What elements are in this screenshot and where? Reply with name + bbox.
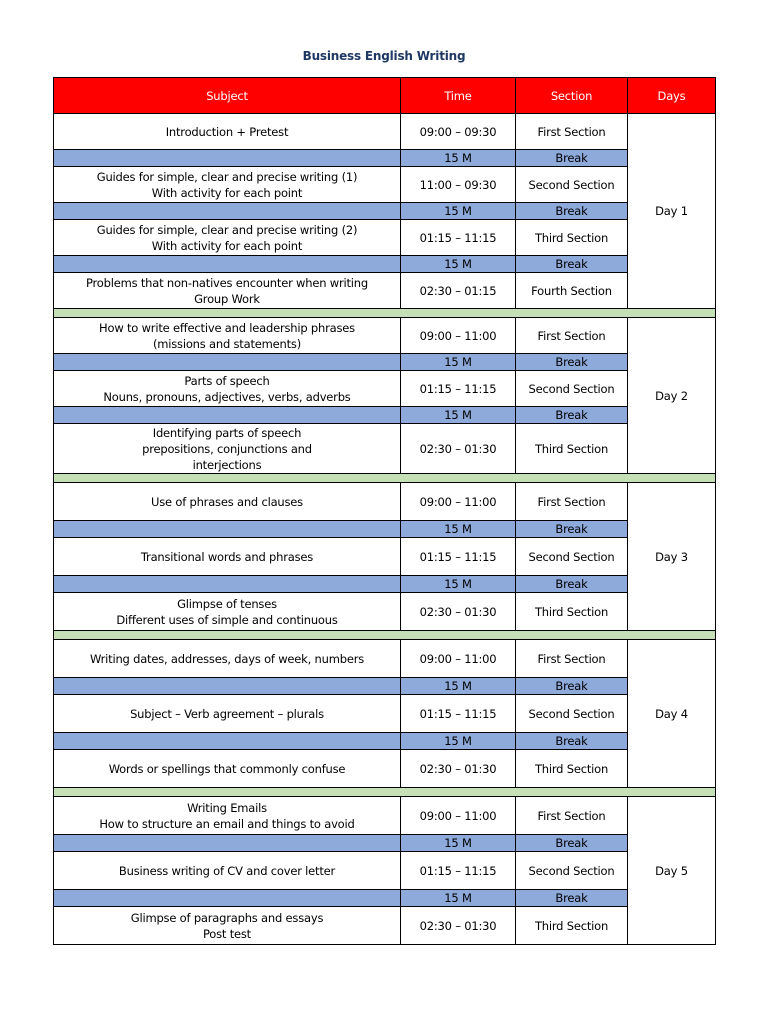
day-label: Day 5 [628, 797, 716, 945]
subject-cell [54, 750, 401, 788]
break-row [54, 576, 716, 593]
break-row [54, 150, 716, 167]
break-label: Break [516, 354, 628, 371]
time-cell: 02:30 – 01:30 [401, 750, 516, 788]
subject-line: Transitional words and phrases [140, 549, 314, 564]
day-label: Day 1 [628, 114, 716, 309]
header-days: Days [628, 78, 716, 114]
break-label: Break [516, 407, 628, 424]
time-cell: 01:15 – 11:15 [401, 371, 516, 407]
break-blank [54, 890, 401, 907]
subject-line: Guides for simple, clear and precise writing (2) [96, 222, 358, 237]
subject-cell [54, 640, 401, 678]
subject-cell [54, 538, 401, 576]
break-duration: 15 M [401, 521, 516, 538]
section-cell: First Section [516, 114, 628, 150]
session-row [54, 114, 716, 150]
time-cell: 09:00 – 11:00 [401, 797, 516, 835]
separator-cell [54, 631, 716, 640]
time-cell: 02:30 – 01:30 [401, 593, 516, 631]
page-title: Business English Writing [302, 49, 466, 63]
subject-line: Different uses of simple and continuous [116, 612, 338, 627]
subject-line: Group Work [194, 291, 260, 306]
subject-line: (missions and statements) [152, 336, 301, 351]
break-label: Break [516, 733, 628, 750]
subject-cell [54, 318, 401, 354]
break-blank [54, 521, 401, 538]
break-row [54, 256, 716, 273]
subject-line: Business writing of CV and cover letter [118, 863, 336, 878]
subject-line: Use of phrases and clauses [151, 494, 303, 509]
break-blank [54, 733, 401, 750]
break-row [54, 890, 716, 907]
section-cell: Second Section [516, 538, 628, 576]
break-duration: 15 M [401, 733, 516, 750]
section-cell: Third Section [516, 593, 628, 631]
session-row [54, 593, 716, 631]
subject-line: Subject – Verb agreement – plurals [130, 706, 324, 721]
session-row [54, 424, 716, 474]
time-cell: 09:00 – 11:00 [401, 318, 516, 354]
header-time: Time [401, 78, 516, 114]
break-duration: 15 M [401, 576, 516, 593]
subject-cell [54, 424, 401, 474]
subject-line: How to write effective and leadership phrases [99, 320, 355, 335]
break-duration: 15 M [401, 890, 516, 907]
break-duration: 15 M [401, 150, 516, 167]
time-cell: 09:00 – 09:30 [401, 114, 516, 150]
break-label: Break [516, 576, 628, 593]
time-cell: 02:30 – 01:15 [401, 273, 516, 309]
subject-cell [54, 114, 401, 150]
header-subject: Subject [54, 78, 401, 114]
break-label: Break [516, 678, 628, 695]
time-cell: 09:00 – 11:00 [401, 640, 516, 678]
section-cell: First Section [516, 318, 628, 354]
section-cell: Third Section [516, 220, 628, 256]
time-cell: 09:00 – 11:00 [401, 483, 516, 521]
day-separator [54, 474, 716, 483]
break-row [54, 733, 716, 750]
section-cell: Second Section [516, 852, 628, 890]
subject-line: Parts of speech [184, 373, 270, 388]
break-row [54, 354, 716, 371]
break-label: Break [516, 890, 628, 907]
subject-cell [54, 167, 401, 203]
subject-cell [54, 593, 401, 631]
break-label: Break [516, 150, 628, 167]
section-cell: Third Section [516, 750, 628, 788]
subject-cell [54, 220, 401, 256]
subject-cell [54, 907, 401, 945]
header-section: Section [516, 78, 628, 114]
separator-cell [54, 474, 716, 483]
session-row [54, 907, 716, 945]
break-blank [54, 576, 401, 593]
header-row [54, 78, 716, 114]
subject-line: interjections [192, 457, 262, 472]
day-label: Day 2 [628, 318, 716, 474]
session-row [54, 750, 716, 788]
session-row [54, 640, 716, 678]
subject-line: Writing Emails [187, 800, 267, 815]
break-blank [54, 203, 401, 220]
day-label: Day 4 [628, 640, 716, 788]
day-separator [54, 309, 716, 318]
subject-cell [54, 695, 401, 733]
section-cell: Second Section [516, 167, 628, 203]
separator-cell [54, 788, 716, 797]
schedule-table [53, 77, 716, 945]
section-cell: First Section [516, 483, 628, 521]
subject-line: Problems that non-natives encounter when writing [85, 275, 368, 290]
subject-cell [54, 797, 401, 835]
subject-line: Words or spellings that commonly confuse [108, 761, 346, 776]
time-cell: 11:00 – 09:30 [401, 167, 516, 203]
break-label: Break [516, 521, 628, 538]
session-row [54, 483, 716, 521]
time-cell: 01:15 – 11:15 [401, 538, 516, 576]
break-blank [54, 835, 401, 852]
break-blank [54, 678, 401, 695]
break-label: Break [516, 256, 628, 273]
subject-cell [54, 371, 401, 407]
break-blank [54, 256, 401, 273]
session-row [54, 538, 716, 576]
section-cell: Second Section [516, 371, 628, 407]
subject-line: With activity for each point [151, 238, 303, 253]
separator-cell [54, 309, 716, 318]
time-cell: 01:15 – 11:15 [401, 220, 516, 256]
session-row [54, 852, 716, 890]
break-duration: 15 M [401, 203, 516, 220]
subject-cell [54, 852, 401, 890]
break-row [54, 521, 716, 538]
section-cell: Third Section [516, 424, 628, 474]
subject-line: Writing dates, addresses, days of week, numbers [89, 651, 365, 666]
break-duration: 15 M [401, 256, 516, 273]
session-row [54, 318, 716, 354]
break-duration: 15 M [401, 407, 516, 424]
subject-line: Identifying parts of speech [152, 425, 302, 440]
subject-line: Glimpse of paragraphs and essays [130, 910, 324, 925]
subject-line: With activity for each point [151, 185, 303, 200]
subject-line: Guides for simple, clear and precise writing (1) [96, 169, 358, 184]
session-row [54, 167, 716, 203]
section-cell: Fourth Section [516, 273, 628, 309]
time-cell: 01:15 – 11:15 [401, 852, 516, 890]
break-blank [54, 354, 401, 371]
break-duration: 15 M [401, 835, 516, 852]
time-cell: 02:30 – 01:30 [401, 907, 516, 945]
break-blank [54, 150, 401, 167]
session-row [54, 220, 716, 256]
session-row [54, 695, 716, 733]
break-duration: 15 M [401, 354, 516, 371]
subject-line: Nouns, pronouns, adjectives, verbs, adverbs [103, 389, 351, 404]
subject-line: Introduction + Pretest [165, 124, 289, 139]
break-row [54, 203, 716, 220]
section-cell: First Section [516, 640, 628, 678]
break-row [54, 835, 716, 852]
subject-cell [54, 273, 401, 309]
day-separator [54, 631, 716, 640]
break-row [54, 407, 716, 424]
break-blank [54, 407, 401, 424]
session-row [54, 273, 716, 309]
section-cell: First Section [516, 797, 628, 835]
session-row [54, 371, 716, 407]
section-cell: Second Section [516, 695, 628, 733]
time-cell: 02:30 – 01:30 [401, 424, 516, 474]
day-label: Day 3 [628, 483, 716, 631]
break-duration: 15 M [401, 678, 516, 695]
subject-line: Glimpse of tenses [177, 596, 277, 611]
break-label: Break [516, 835, 628, 852]
break-label: Break [516, 203, 628, 220]
subject-line: prepositions, conjunctions and [142, 441, 312, 456]
subject-line: Post test [202, 926, 251, 941]
time-cell: 01:15 – 11:15 [401, 695, 516, 733]
section-cell: Third Section [516, 907, 628, 945]
break-row [54, 678, 716, 695]
session-row [54, 797, 716, 835]
day-separator [54, 788, 716, 797]
subject-cell [54, 483, 401, 521]
subject-line: How to structure an email and things to avoid [99, 816, 355, 831]
